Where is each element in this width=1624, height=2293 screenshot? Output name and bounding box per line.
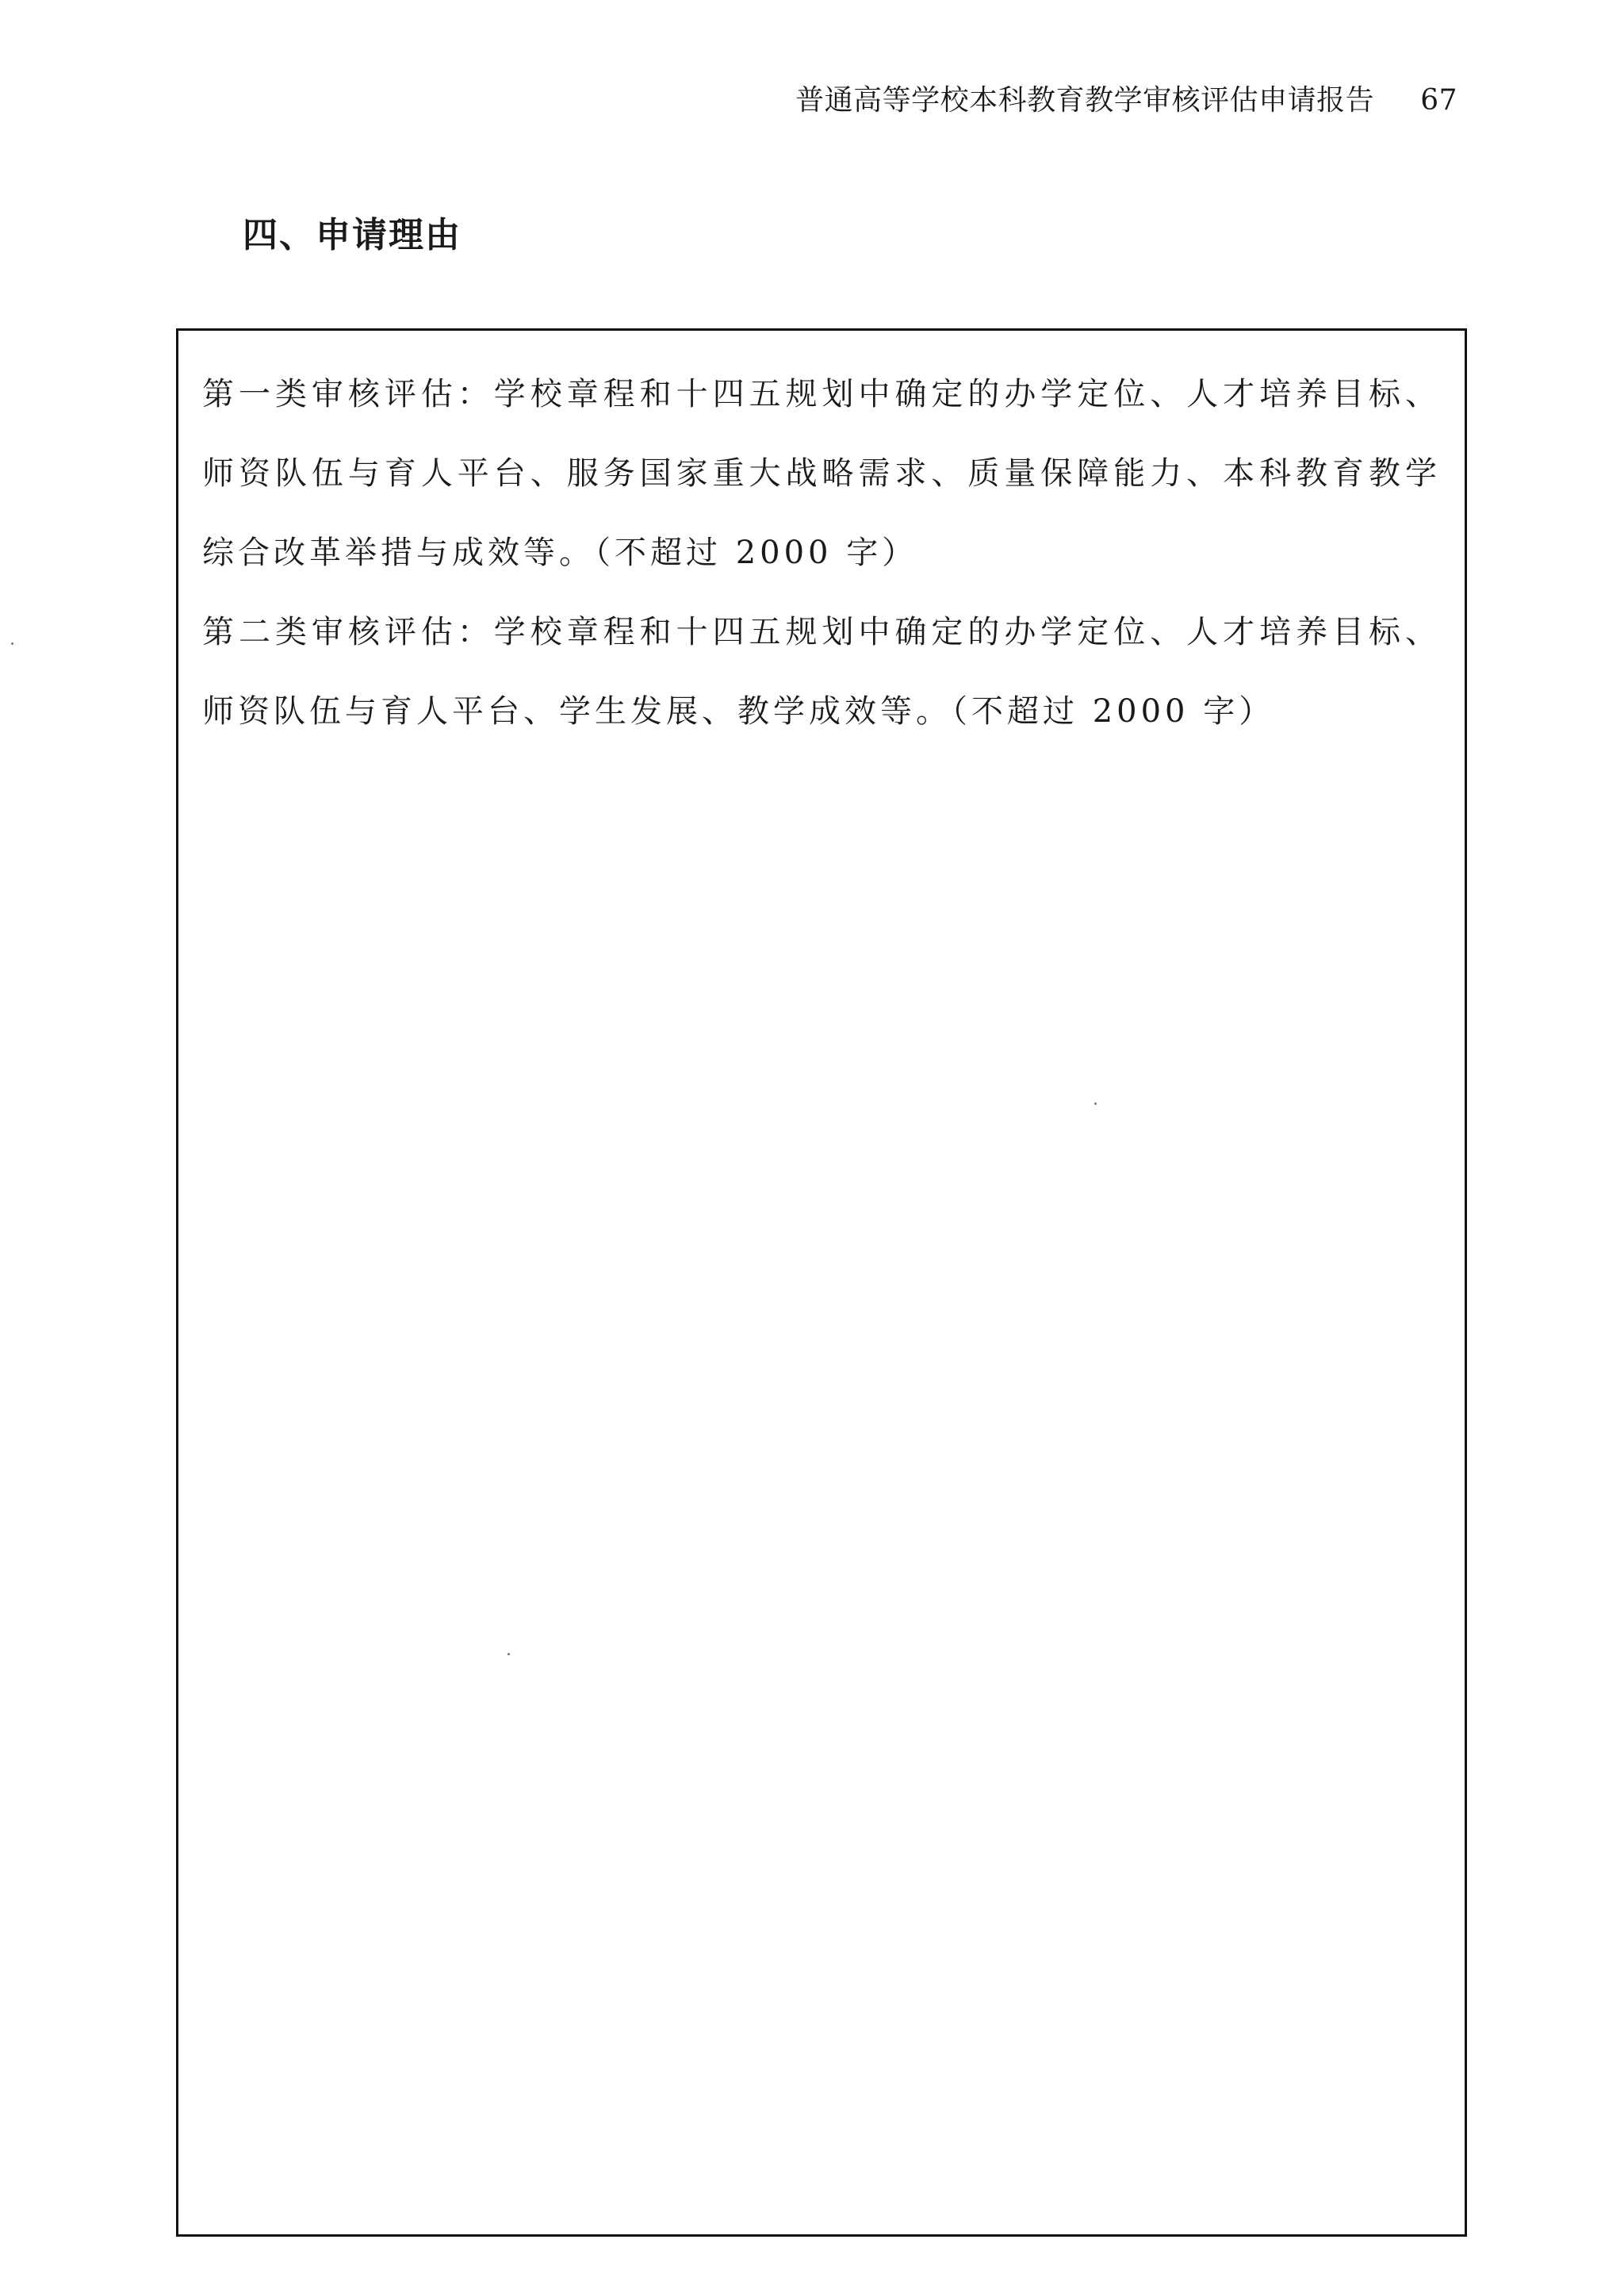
scan-speck <box>508 1653 510 1655</box>
reason-text <box>202 355 1441 751</box>
page-number: 67 <box>1420 84 1457 117</box>
running-header-title: 普通高等学校本科教育教学审核评估申请报告 <box>795 84 1375 117</box>
category-one-paragraph: 第一类审核评估：学校章程和十四五规划中确定的办学定位、人才培养目标、师资队伍与育人平台、服务国家重大战略需求、质量保障能力、本科教育教学综合改革举措与成效等。（不超过 2000 字） <box>202 376 1441 571</box>
application-reason-box <box>176 328 1467 2237</box>
page-header <box>795 78 1457 118</box>
scan-speck <box>1094 1102 1097 1105</box>
section-title: 四、申请理由 <box>243 215 462 255</box>
category-two-paragraph: 第二类审核评估：学校章程和十四五规划中确定的办学定位、人才培养目标、师资队伍与育人平台、学生发展、教学成效等。（不超过 2000 字） <box>202 614 1441 730</box>
scan-speck <box>11 642 13 645</box>
